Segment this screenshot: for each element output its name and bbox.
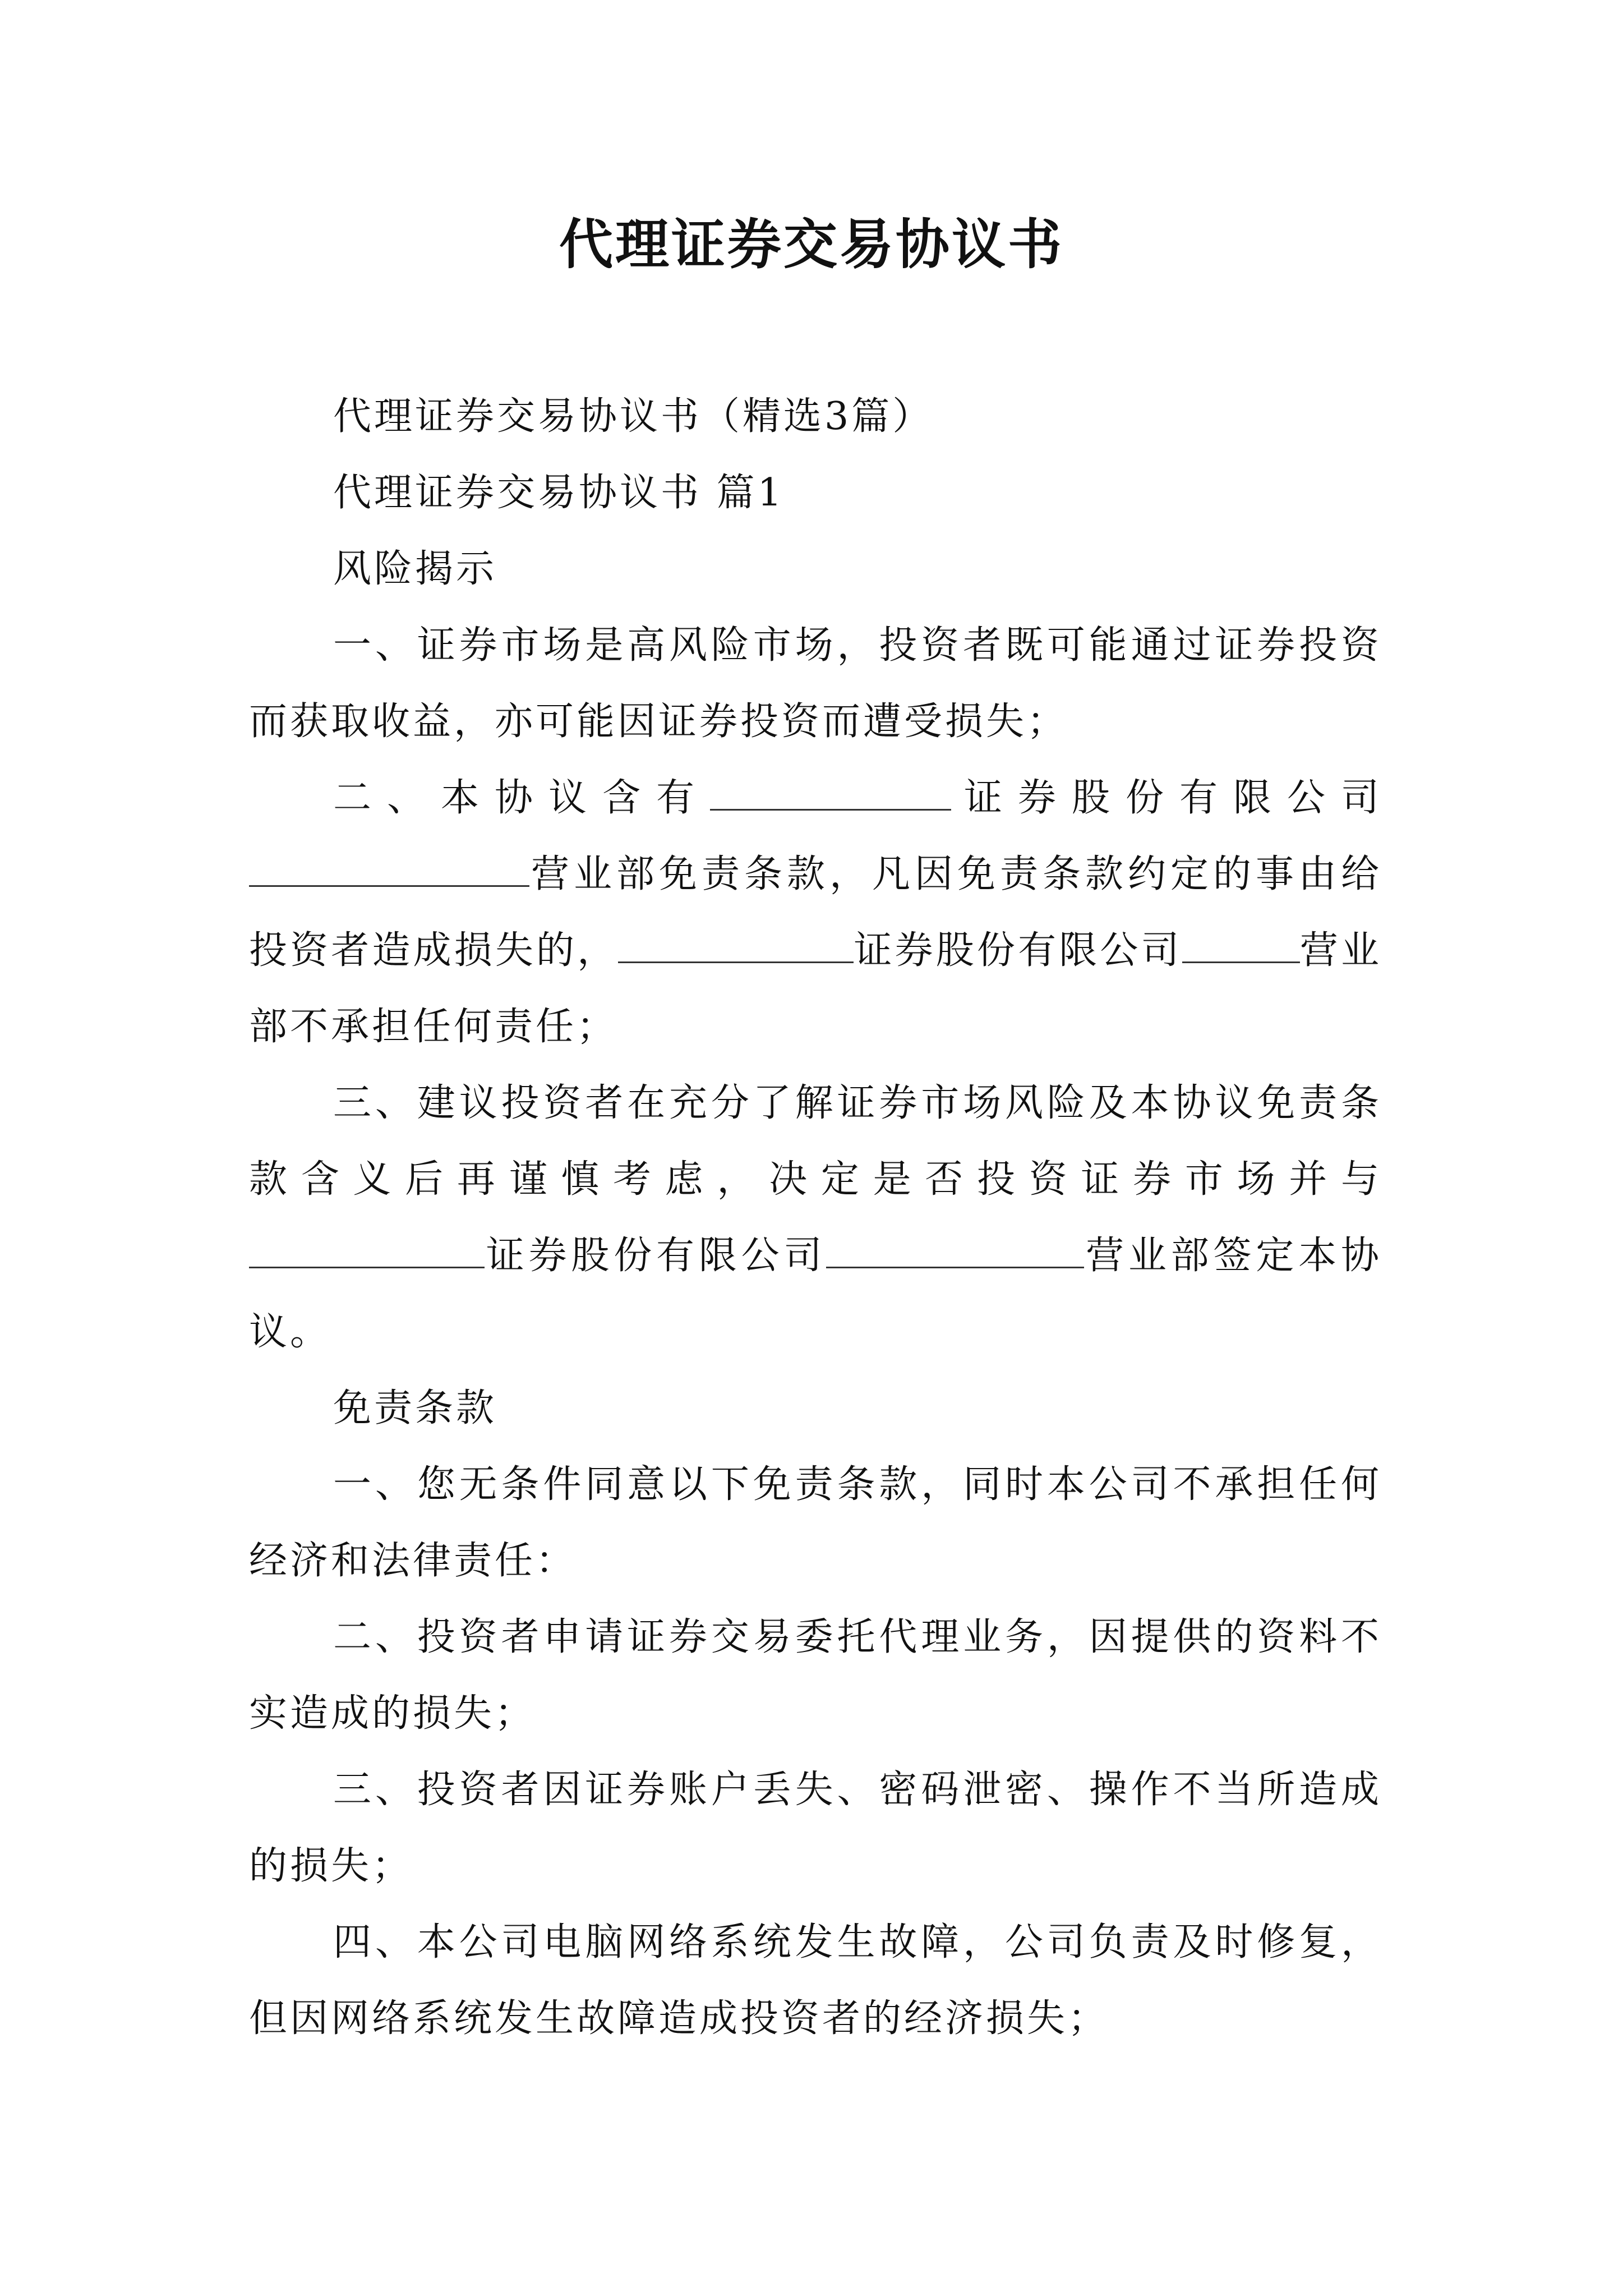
part-heading: 代理证券交易协议书 篇1 bbox=[333, 471, 785, 515]
risk-paragraph-1: 一、证券市场是高风险市场，投资者既可能通过证券投资而获取收益，亦可能因证券投资而遭受损失； bbox=[249, 623, 1382, 744]
disclaimer-paragraph-4: 四、本公司电脑网络系统发生故障，公司负责及时修复，但因网络系统发生故障造成投资者的经济损失； bbox=[249, 1920, 1382, 2041]
risk-3-text-b: 证券股份有限公司 bbox=[485, 1234, 827, 1278]
intro-line: 代理证券交易协议书（精选3篇） bbox=[333, 394, 934, 439]
risk-2-text-b: 证券股份有限公司 bbox=[951, 776, 1382, 820]
section-heading-risk: 风险揭示 bbox=[333, 547, 497, 591]
fill-in-blank bbox=[618, 928, 854, 963]
risk-3-text-a: 三、建议投资者在充分了解证券市场风险及本协议免责条款含义后再谨慎考虑，决定是否投资证券市场并与 bbox=[249, 1081, 1382, 1202]
fill-in-blank bbox=[1182, 928, 1300, 963]
risk-2-text-a: 二、本协议含有 bbox=[333, 776, 710, 820]
fill-in-blank bbox=[826, 1233, 1084, 1268]
risk-paragraph-2 bbox=[249, 760, 1382, 1065]
risk-2-text-e: 营业部不承担任何责任； bbox=[249, 928, 1382, 1049]
disclaimer-paragraph-1: 一、您无条件同意以下免责条款，同时本公司不承担任何经济和法律责任： bbox=[249, 1462, 1382, 1583]
fill-in-blank bbox=[710, 775, 951, 811]
risk-2-text-d: 证券股份有限公司 bbox=[854, 928, 1182, 973]
risk-paragraph-3 bbox=[249, 1065, 1382, 1370]
section-heading-disclaimer: 免责条款 bbox=[333, 1386, 497, 1430]
document-body bbox=[249, 379, 1382, 2057]
risk-2-text-c: 营业部免责条款，凡因免责条款约定的事由给投资者造成损失的， bbox=[249, 852, 1382, 973]
fill-in-blank bbox=[249, 852, 529, 887]
fill-in-blank bbox=[249, 1233, 485, 1268]
risk-3-text-c: 营业部签定本协议。 bbox=[249, 1234, 1382, 1354]
disclaimer-paragraph-2: 二、投资者申请证券交易委托代理业务，因提供的资料不实造成的损失； bbox=[249, 1615, 1382, 1736]
disclaimer-paragraph-3: 三、投资者因证券账户丢失、密码泄密、操作不当所造成的损失； bbox=[249, 1768, 1382, 1888]
document-title: 代理证券交易协议书 bbox=[559, 213, 1064, 276]
